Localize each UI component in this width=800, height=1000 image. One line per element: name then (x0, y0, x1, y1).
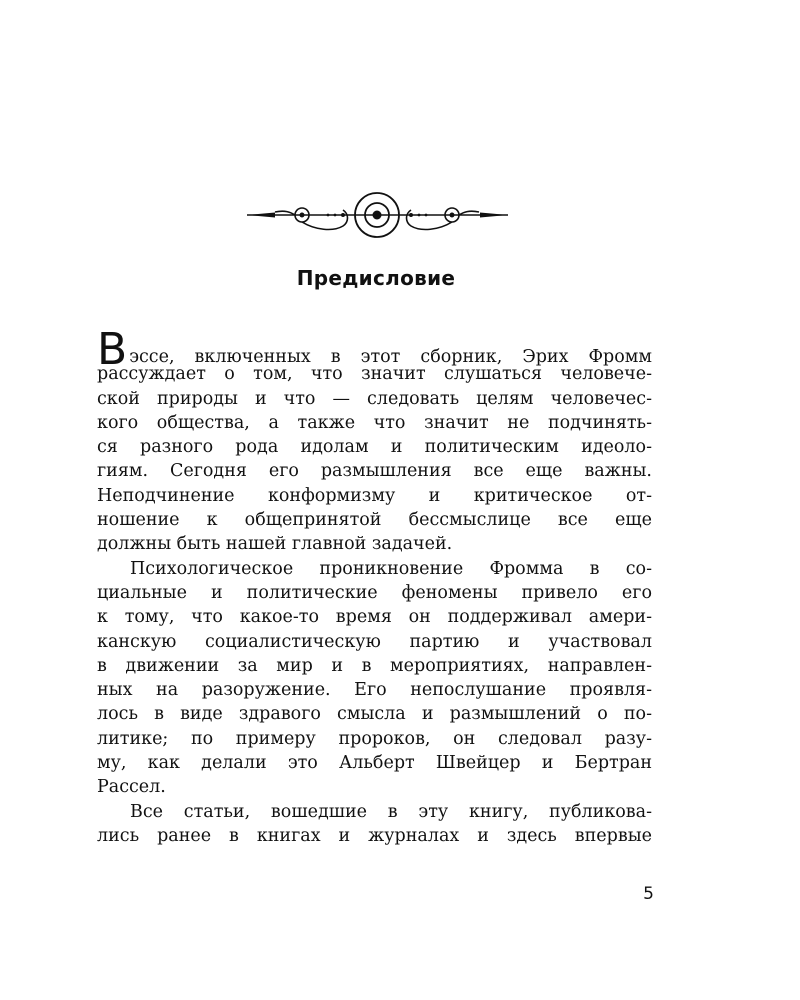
text-line: ской природы и что — следовать целям человечес- (97, 388, 652, 409)
text-line: Психологическое проникновение Фромма в со- (130, 558, 652, 579)
text-line: Все статьи, вошедшие в эту книгу, публикова- (130, 801, 652, 822)
text-line: к тому, что какое-то время он поддерживал амери- (97, 607, 652, 628)
text-line: литике; по примеру пророков, он следовал разу- (97, 728, 652, 749)
body-text (97, 324, 652, 848)
text-line: ся разного рода идолам и политическим идеоло- (97, 437, 652, 458)
text-line: гиям. Сегодня его размышления все еще важны. (97, 461, 652, 482)
text-line: му, как делали это Альберт Швейцер и Бертран (97, 753, 652, 774)
page-title: Предисловие (296, 266, 456, 290)
text-line: ношение к общепринятой бессмыслице все еще (97, 510, 652, 531)
text-line: должны быть нашей главной задачей. (97, 534, 453, 555)
text-line: канскую социалистическую партию и участвовал (97, 631, 652, 652)
page-number: 5 (643, 884, 654, 904)
text-line: кого общества, а также что значит не подчинять- (97, 412, 652, 433)
decorative-ornament (245, 190, 510, 242)
drop-cap: В (97, 324, 128, 375)
text-line: лось в виде здравого смысла и размышлений о по- (97, 704, 652, 725)
text-line: лись ранее в книгах и журналах и здесь впервые (97, 825, 652, 846)
text-line: рассуждает о том, что значит слушаться человече- (97, 364, 652, 385)
text-line: Вэссе, включенных в этот сборник, Эрих Фромм (97, 324, 652, 375)
text-line: ных на разоружение. Его непослушание проявля- (97, 680, 652, 701)
text-line: циальные и политические феномены привело его (97, 582, 652, 603)
text-line: Неподчинение конформизму и критическое от- (97, 485, 652, 506)
text-line: в движении за мир и в мероприятиях, направлен- (97, 655, 652, 676)
text-line: Рассел. (97, 777, 166, 798)
